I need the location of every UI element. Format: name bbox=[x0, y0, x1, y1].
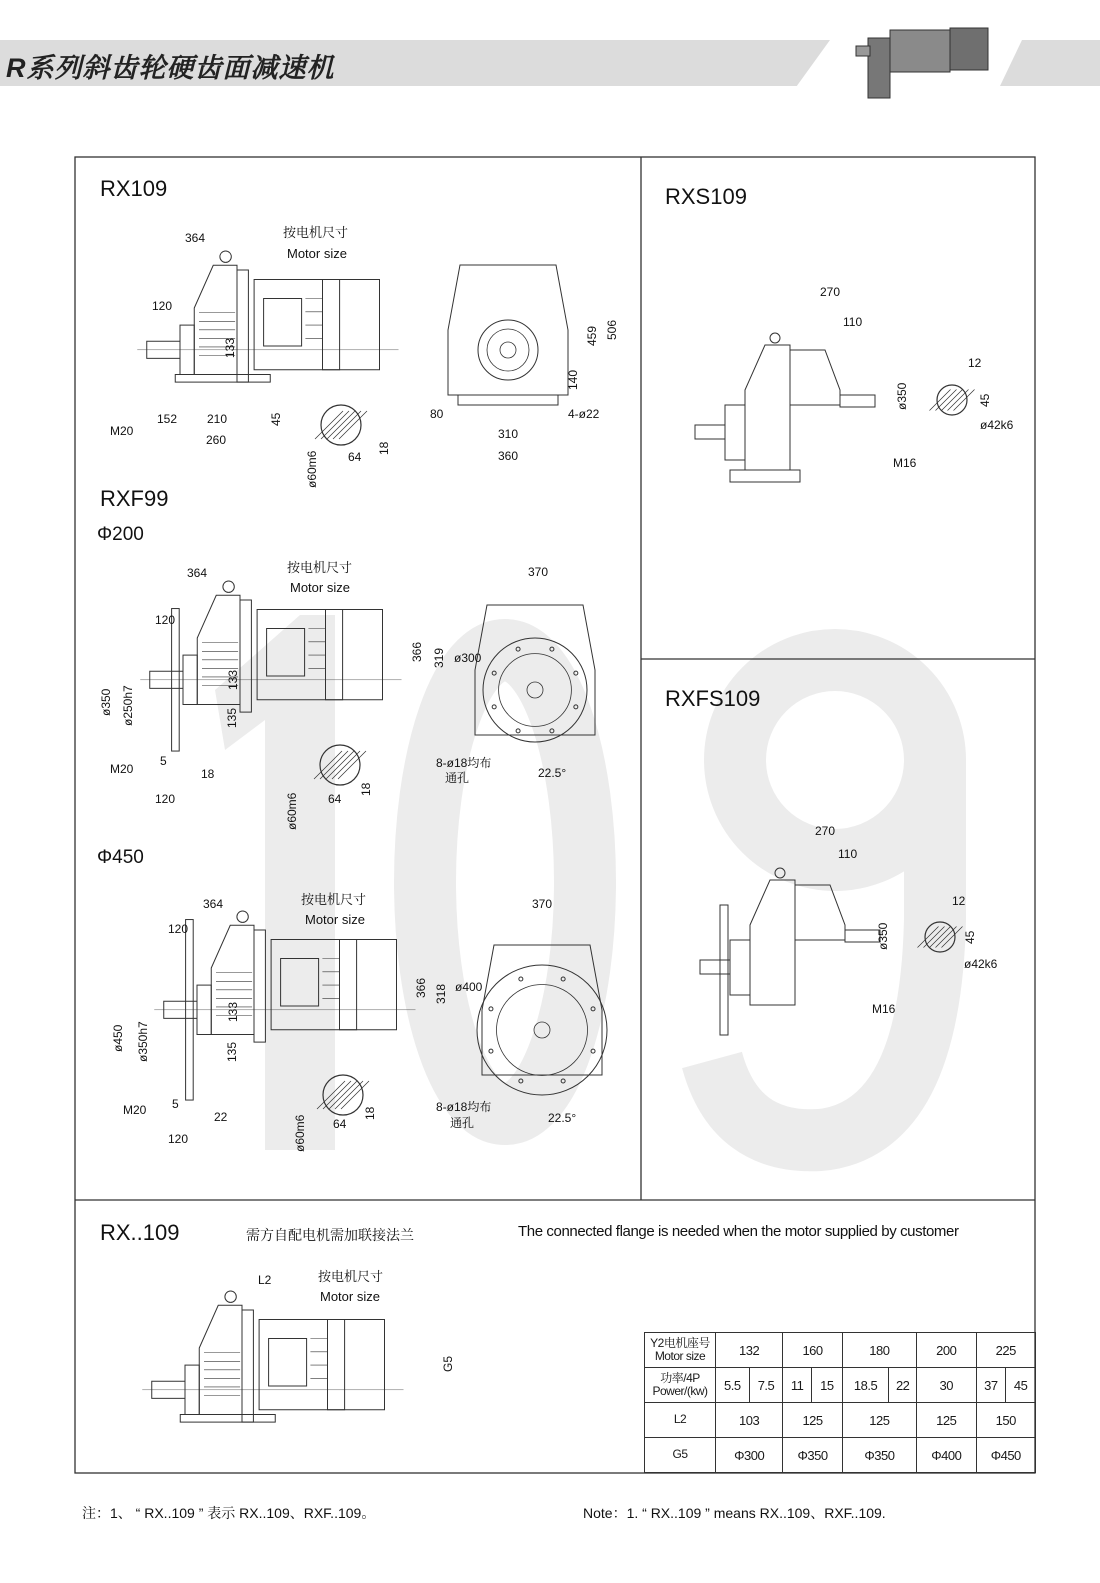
lifting-eye-icon bbox=[225, 1291, 236, 1302]
dimension-label-rxf99a: 22.5° bbox=[538, 766, 567, 780]
dimension-label-rx109: 310 bbox=[498, 427, 519, 441]
lifting-eye-icon bbox=[220, 251, 231, 262]
dimension-label-rxf99b: ø400 bbox=[455, 980, 483, 994]
dimension-label-rxf99b: 5 bbox=[172, 1097, 179, 1111]
table-cell: 150 bbox=[976, 1403, 1036, 1438]
dimension-label-rxf99b: 18 bbox=[363, 1106, 377, 1120]
dimension-label-rx109: 64 bbox=[348, 450, 362, 464]
dimension-label-rxs109: 12 bbox=[968, 356, 982, 370]
bolt-hole bbox=[492, 705, 496, 709]
table-cell: 125 bbox=[917, 1403, 976, 1438]
dimension-label-rxs109: ø350 bbox=[895, 382, 909, 410]
dimension-label-rxfs109: 45 bbox=[963, 930, 977, 944]
gearbox-housing bbox=[199, 1305, 242, 1414]
front-base bbox=[458, 395, 558, 405]
output-shaft bbox=[695, 425, 725, 439]
hatch-line bbox=[321, 411, 349, 439]
dimension-label-rx109: 210 bbox=[207, 412, 228, 426]
table-cell: 103 bbox=[716, 1403, 783, 1438]
dimension-label-rxs109: ø42k6 bbox=[980, 418, 1014, 432]
table-row bbox=[645, 1438, 1036, 1473]
dimension-label-rxf99b: 364 bbox=[203, 897, 224, 911]
hatch-line bbox=[338, 751, 366, 779]
table-cell: 225 bbox=[976, 1333, 1036, 1368]
page-title: R系列斜齿轮硬齿面减速机 bbox=[6, 53, 335, 83]
panel-title-rx109: RX109 bbox=[100, 176, 168, 201]
flange-note-cn: 需方自配电机需加联接法兰 bbox=[246, 1227, 414, 1243]
gearbox-housing bbox=[194, 265, 237, 374]
product-image bbox=[890, 30, 950, 72]
dimension-label-rx109: 260 bbox=[206, 433, 227, 447]
dimension-label-rxf99b: 按电机尺寸 bbox=[301, 892, 367, 907]
dimension-label-rx109: ø60m6 bbox=[305, 450, 319, 488]
motor-flange bbox=[237, 270, 248, 382]
footer-note-en: Note：1. “ RX..109 ” means RX..109、RXF..109. bbox=[583, 1505, 886, 1521]
table-cell: 132 bbox=[716, 1333, 783, 1368]
row-header bbox=[645, 1368, 716, 1403]
dimension-label-rxf99a: 319 bbox=[432, 647, 446, 668]
hatch-line bbox=[930, 390, 951, 411]
panel-title-rxf99: RXF99 bbox=[100, 486, 169, 511]
dimension-label-rxfs109: ø350 bbox=[876, 922, 890, 950]
motor-fan-cover bbox=[340, 940, 397, 1030]
table-cell: 125 bbox=[783, 1403, 842, 1438]
variant-label-phi450: Φ450 bbox=[97, 847, 144, 868]
base-foot bbox=[180, 1415, 275, 1423]
input-shaft bbox=[845, 930, 880, 942]
dimension-label-rx109: 140 bbox=[566, 369, 580, 390]
dimension-label-rxf99a: 370 bbox=[528, 565, 549, 579]
hatch-line bbox=[315, 411, 343, 439]
dimension-label-rxf99a: 18 bbox=[201, 767, 215, 781]
table-cell: 30 bbox=[917, 1368, 976, 1403]
table-cell: 18.5 bbox=[842, 1368, 889, 1403]
dimension-label-rxf99a: M20 bbox=[110, 762, 134, 776]
table-cell: 15 bbox=[812, 1368, 843, 1403]
dimension-label-rxf99b: 64 bbox=[333, 1117, 347, 1131]
table-row bbox=[645, 1368, 1036, 1403]
table-row bbox=[645, 1333, 1036, 1368]
lifting-eye-icon bbox=[223, 581, 234, 592]
header-en: Motor size bbox=[654, 1349, 706, 1363]
product-image bbox=[856, 46, 870, 56]
dimension-label-rxf99b: Motor size bbox=[305, 912, 365, 927]
dimension-label-rxf99b: 370 bbox=[532, 897, 553, 911]
dimension-label-rxf99a: 通孔 bbox=[445, 771, 470, 785]
table-cell: 11 bbox=[783, 1368, 812, 1403]
table-cell: Φ300 bbox=[716, 1438, 783, 1473]
dimension-label-rx_109: 按电机尺寸 bbox=[318, 1269, 384, 1284]
motor-fan-cover bbox=[328, 1320, 385, 1410]
dimension-label-rxf99a: 133 bbox=[226, 669, 240, 690]
dimension-label-rxf99b: M20 bbox=[123, 1103, 147, 1117]
dimension-label-rx109: 按电机尺寸 bbox=[283, 225, 349, 240]
motor-fan-cover bbox=[323, 280, 380, 370]
dimension-label-rxf99b: 366 bbox=[414, 977, 428, 998]
hatch-line bbox=[327, 411, 355, 439]
front-view-housing bbox=[448, 265, 568, 395]
shaft-circle bbox=[500, 342, 516, 358]
dimension-label-rxs109: 45 bbox=[978, 393, 992, 407]
dimension-label-rx109: 360 bbox=[498, 449, 519, 463]
dimension-label-rxf99a: 366 bbox=[410, 641, 424, 662]
dimension-label-rx_109: L2 bbox=[258, 1273, 272, 1287]
dimension-label-rxf99b: 318 bbox=[434, 983, 448, 1004]
dimension-label-rxf99a: Motor size bbox=[290, 580, 350, 595]
hatch-line bbox=[954, 390, 975, 411]
watermark-digit-1 bbox=[215, 615, 335, 1150]
dimension-label-rxf99b: 120 bbox=[168, 922, 189, 936]
hatch-line bbox=[332, 751, 360, 779]
row-header bbox=[645, 1333, 716, 1368]
dimension-label-rxf99b: 通孔 bbox=[450, 1116, 475, 1130]
dimension-label-rxfs109: ø42k6 bbox=[964, 957, 998, 971]
dimension-label-rx_109: Motor size bbox=[320, 1289, 380, 1304]
header-cn: Y2电机座号 bbox=[650, 1335, 710, 1350]
dimension-label-rxf99a: 120 bbox=[155, 792, 176, 806]
dimension-label-rxf99b: ø60m6 bbox=[293, 1114, 307, 1152]
dimension-label-rxf99b: 8-ø18均布 bbox=[436, 1100, 492, 1114]
hatch-line bbox=[341, 1081, 369, 1109]
gearbox-housing bbox=[745, 345, 790, 470]
row-header: L2 bbox=[645, 1403, 716, 1438]
input-adapter bbox=[795, 885, 845, 940]
table-cell: 22 bbox=[889, 1368, 917, 1403]
row-header: G5 bbox=[645, 1438, 716, 1473]
panel-title-rx-109: RX..109 bbox=[100, 1220, 180, 1245]
dimension-label-rxf99b: 120 bbox=[168, 1132, 189, 1146]
dimension-label-rxf99a: 364 bbox=[187, 566, 208, 580]
dimension-label-rx109: 80 bbox=[430, 407, 444, 421]
dimension-label-rxf99b: 133 bbox=[226, 1001, 240, 1022]
table-cell: 5.5 bbox=[716, 1368, 750, 1403]
motor-flange bbox=[254, 930, 265, 1042]
hatch-line bbox=[335, 1081, 363, 1109]
bolt-hole bbox=[519, 977, 523, 981]
input-adapter bbox=[790, 350, 840, 405]
dimension-label-rxs109: 270 bbox=[820, 285, 841, 299]
table-cell: Φ450 bbox=[976, 1438, 1036, 1473]
dimension-label-rxf99a: ø250h7 bbox=[121, 685, 135, 726]
table-cell: 160 bbox=[783, 1333, 842, 1368]
panel-title-rxfs109: RXFS109 bbox=[665, 686, 761, 711]
dimension-label-rx109: M20 bbox=[110, 424, 134, 438]
dimension-label-rx109: 133 bbox=[223, 337, 237, 358]
motor-spec-table bbox=[644, 1332, 1036, 1473]
dimension-label-rxf99a: 135 bbox=[225, 707, 239, 728]
dimension-label-rx109: 506 bbox=[605, 319, 619, 340]
dimension-label-rx109: 4-ø22 bbox=[568, 407, 600, 421]
footer-note-cn: 注：1、 “ RX..109 ” 表示 RX..109、RXF..109。 bbox=[82, 1505, 376, 1521]
base-foot bbox=[730, 470, 800, 482]
hatch-line bbox=[333, 411, 361, 439]
dimension-label-rx109: 459 bbox=[585, 325, 599, 346]
dimension-label-rx109: 364 bbox=[185, 231, 206, 245]
product-image bbox=[950, 28, 988, 70]
output-shaft bbox=[700, 960, 730, 974]
dimension-label-rx109: 18 bbox=[377, 441, 391, 455]
terminal-box bbox=[264, 299, 302, 347]
dimension-label-rx_109: G5 bbox=[441, 1355, 455, 1372]
dimension-label-rx109: 152 bbox=[157, 412, 178, 426]
table-cell: Φ350 bbox=[783, 1438, 842, 1473]
dimension-label-rxfs109: 270 bbox=[815, 824, 836, 838]
gearbox-housing bbox=[750, 880, 795, 1005]
hatch-line bbox=[942, 390, 963, 411]
dimension-label-rxf99a: 8-ø18均布 bbox=[436, 756, 492, 770]
terminal-box bbox=[269, 1339, 307, 1387]
table-cell: 37 bbox=[976, 1368, 1006, 1403]
dimension-label-rxf99b: 22.5° bbox=[548, 1111, 577, 1125]
base-foot bbox=[175, 375, 270, 383]
dimension-label-rxfs109: 12 bbox=[952, 894, 966, 908]
variant-label-phi200: Φ200 bbox=[97, 524, 144, 545]
table-cell: 45 bbox=[1006, 1368, 1036, 1403]
header-cn: 功率/4P bbox=[660, 1370, 700, 1385]
table-row bbox=[645, 1403, 1036, 1438]
motor-body bbox=[254, 280, 340, 370]
bearing-cover bbox=[730, 940, 750, 995]
dimension-label-rxf99b: ø450 bbox=[111, 1024, 125, 1052]
dimension-label-rxf99b: 22 bbox=[214, 1110, 228, 1124]
bolt-hole bbox=[489, 1049, 493, 1053]
table-cell: 180 bbox=[842, 1333, 916, 1368]
panel-title-rxs109: RXS109 bbox=[665, 184, 747, 209]
flange-note-en: The connected flange is needed when the motor supplied by customer bbox=[518, 1223, 959, 1240]
dimension-label-rxf99a: 64 bbox=[328, 792, 342, 806]
dimension-label-rx109: 120 bbox=[152, 299, 173, 313]
output-bore-circle bbox=[487, 329, 529, 371]
hatch-line bbox=[339, 411, 367, 439]
dimension-label-rxf99a: ø350 bbox=[99, 688, 113, 716]
input-shaft bbox=[840, 395, 875, 407]
dimension-label-rxf99a: 18 bbox=[359, 782, 373, 796]
bolt-hole bbox=[489, 1007, 493, 1011]
bearing-cover bbox=[725, 405, 745, 460]
watermark-digit-0 bbox=[425, 647, 585, 1114]
table-cell: Φ400 bbox=[917, 1438, 976, 1473]
dimension-label-rx109: 45 bbox=[269, 412, 283, 426]
motor-flange bbox=[242, 1310, 253, 1422]
table-cell: 7.5 bbox=[749, 1368, 783, 1403]
dimension-label-rxs109: M16 bbox=[893, 456, 917, 470]
dimension-label-rxf99a: 按电机尺寸 bbox=[287, 560, 353, 575]
lifting-eye-icon bbox=[237, 911, 248, 922]
lifting-eye-icon bbox=[770, 333, 780, 343]
dimension-label-rxfs109: 110 bbox=[838, 847, 858, 861]
bolt-hole bbox=[516, 729, 520, 733]
dimension-label-rxfs109: M16 bbox=[872, 1002, 896, 1016]
dimension-label-rxf99a: ø60m6 bbox=[285, 792, 299, 830]
dimension-label-rxf99b: 135 bbox=[225, 1041, 239, 1062]
table-cell: Φ350 bbox=[842, 1438, 916, 1473]
output-flange bbox=[720, 905, 728, 1035]
motor-body bbox=[259, 1320, 345, 1410]
dimension-label-rxf99b: ø350h7 bbox=[136, 1021, 150, 1062]
table-cell: 125 bbox=[842, 1403, 916, 1438]
product-image bbox=[868, 38, 890, 98]
dimension-label-rx109: Motor size bbox=[287, 246, 347, 261]
header-en: Power/(kw) bbox=[652, 1384, 708, 1398]
dimension-label-rxf99a: ø300 bbox=[454, 651, 482, 665]
dimension-label-rxs109: 110 bbox=[843, 315, 863, 329]
dimension-label-rxf99a: 5 bbox=[160, 754, 167, 768]
table-cell: 200 bbox=[917, 1333, 976, 1368]
dimension-label-rxf99a: 120 bbox=[155, 613, 176, 627]
